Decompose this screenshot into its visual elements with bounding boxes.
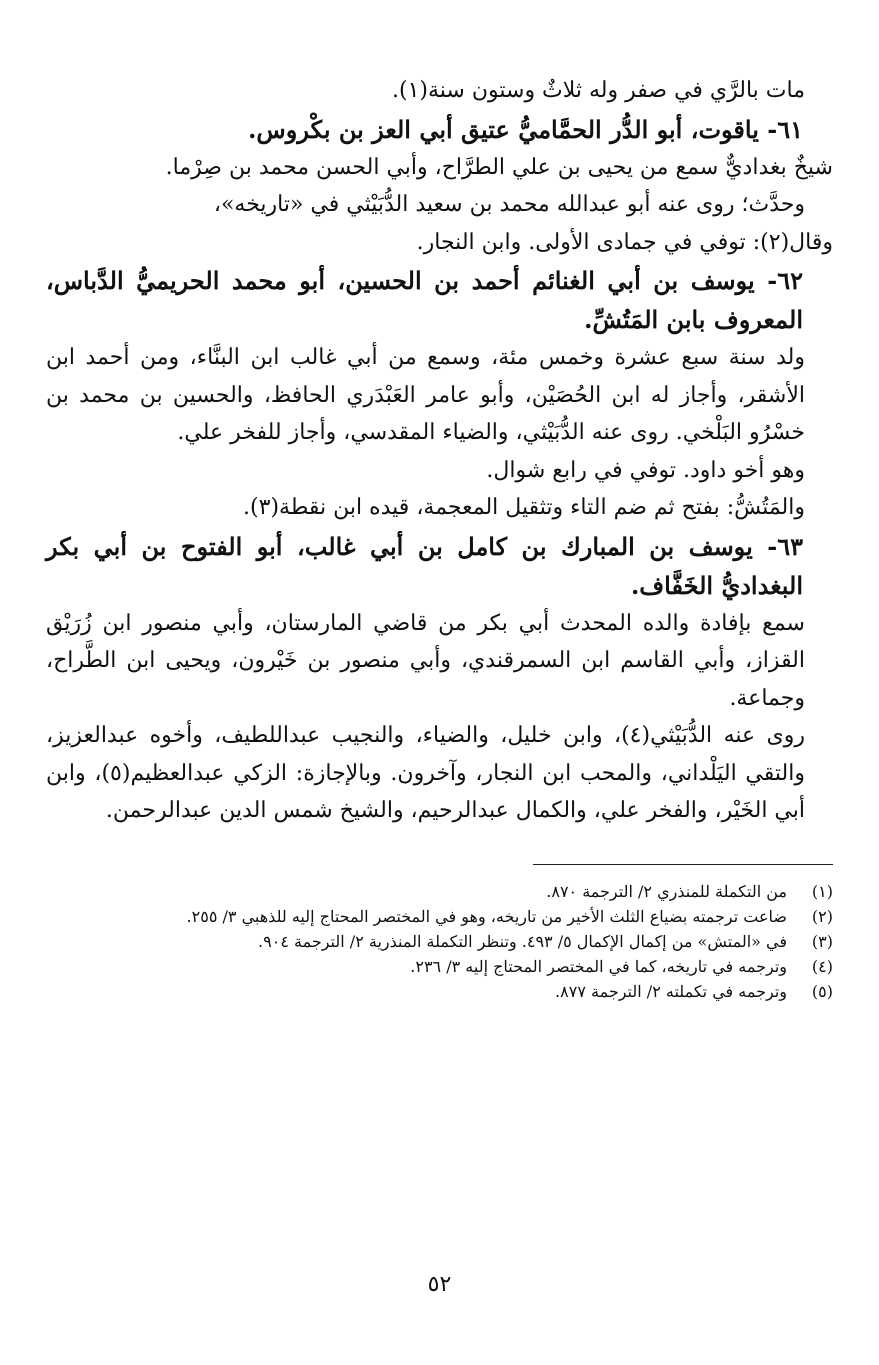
paragraph: وقال(٢): توفي في جمادى الأولى. وابن النجار. bbox=[416, 229, 833, 255]
footnote-number: (٣) bbox=[811, 931, 833, 951]
footnote-number: (٥) bbox=[811, 981, 833, 1001]
paragraph: مات بالرَّي في صفر وله ثلاثٌ وستون سنة(١). bbox=[392, 78, 805, 103]
footnote bbox=[46, 904, 833, 929]
footnote-text: وترجمه في تاريخه، كما في المختصر المحتاج إليه ٣/ ٢٣٦. bbox=[410, 956, 787, 976]
footnote-number: (٤) bbox=[811, 956, 833, 976]
paragraph: وهو أخو داود. توفي في رابع شوال. bbox=[486, 457, 805, 483]
footnote-text: في «المتش» من إكمال الإكمال ٥/ ٤٩٣. وتنظر التكملة المنذرية ٢/ الترجمة ٩٠٤. bbox=[258, 931, 787, 951]
paragraph: والمَتُشُّ: بفتح ثم ضم التاء وتثقيل المعجمة، قيده ابن نقطة(٣). bbox=[243, 495, 805, 520]
footnote-text: من التكملة للمنذري ٢/ الترجمة ٨٧٠. bbox=[546, 881, 787, 901]
page-number: ٥٢ bbox=[427, 1272, 452, 1297]
paragraph: شيخٌ بغداديٌّ سمع من يحيى بن علي الطرَّاح، وأبي الحسن محمد بن صِرْما. bbox=[165, 154, 833, 180]
paragraph: روى عنه الدُّبَيْثي(٤)، وابن خليل، والضياء، والنجيب عبداللطيف، وأخوه عبدالعزيز، والتقي اليَلْداني، والمحب ابن النجار، وآخرون. وبالإجازة: الزكي عبدالعظيم(٥)، وابن أبي الخَيْر، والفخر علي، والكمال عبدالرحيم، والشيخ شمس الدين عبدالرحمن. bbox=[46, 723, 805, 823]
footnotes bbox=[46, 879, 833, 1004]
footnote-number: (٢) bbox=[811, 906, 833, 926]
footnote bbox=[46, 954, 833, 979]
footnote bbox=[46, 929, 833, 954]
entry-heading-61: ٦١- ياقوت، أبو الدُّر الحمَّاميُّ عتيق أبي العز بن بكْروس. bbox=[248, 114, 803, 144]
main-text bbox=[46, 72, 833, 830]
footnote-number: (١) bbox=[811, 881, 833, 901]
footnote-text: ضاعت ترجمته بضياع الثلث الأخير من تاريخه، وهو في المختصر المحتاج إليه للذهبي ٣/ ٢٥٥. bbox=[186, 906, 787, 926]
paragraph: وحدَّث؛ روى عنه أبو عبدالله محمد بن سعيد الدُّبَيْثي في «تاريخه»، bbox=[213, 192, 805, 217]
footnote bbox=[46, 879, 833, 904]
footnote-text: وترجمه في تكملته ٢/ الترجمة ٨٧٧. bbox=[555, 981, 787, 1001]
footnote bbox=[46, 979, 833, 1004]
paragraph: ولد سنة سبع عشرة وخمس مئة، وسمع من أبي غالب ابن البنَّاء، ومن أحمد ابن الأشقر، وأجاز له ابن الحُصَيْن، وأبو عامر العَبْدَري الحافظ، والحسين بن محمد بن خسْرُو البَلْخي. روى عنه الدُّبَيْثي، والضياء المقدسي، وأجاز للفخر علي. bbox=[46, 345, 805, 445]
paragraph: سمع بإفادة والده المحدث أبي بكر من قاضي المارستان، وأبي منصور ابن زُرَيْق القزاز، وأبي القاسم ابن السمرقندي، وأبي منصور بن خَيْرون، ويحيى ابن الطَّراح، وجماعة. bbox=[46, 610, 805, 711]
entry-heading-63: ٦٣- يوسف بن المبارك بن كامل بن أبي غالب، أبو الفتوح بن أبي بكر البغداديُّ الخَفَّاف. bbox=[46, 531, 804, 600]
entry-heading-62: ٦٢- يوسف بن أبي الغنائم أحمد بن الحسين، أبو محمد الحريميُّ الدَّباس، المعروف بابن المَتُشِّ. bbox=[46, 266, 803, 334]
footnote-separator bbox=[533, 864, 833, 865]
